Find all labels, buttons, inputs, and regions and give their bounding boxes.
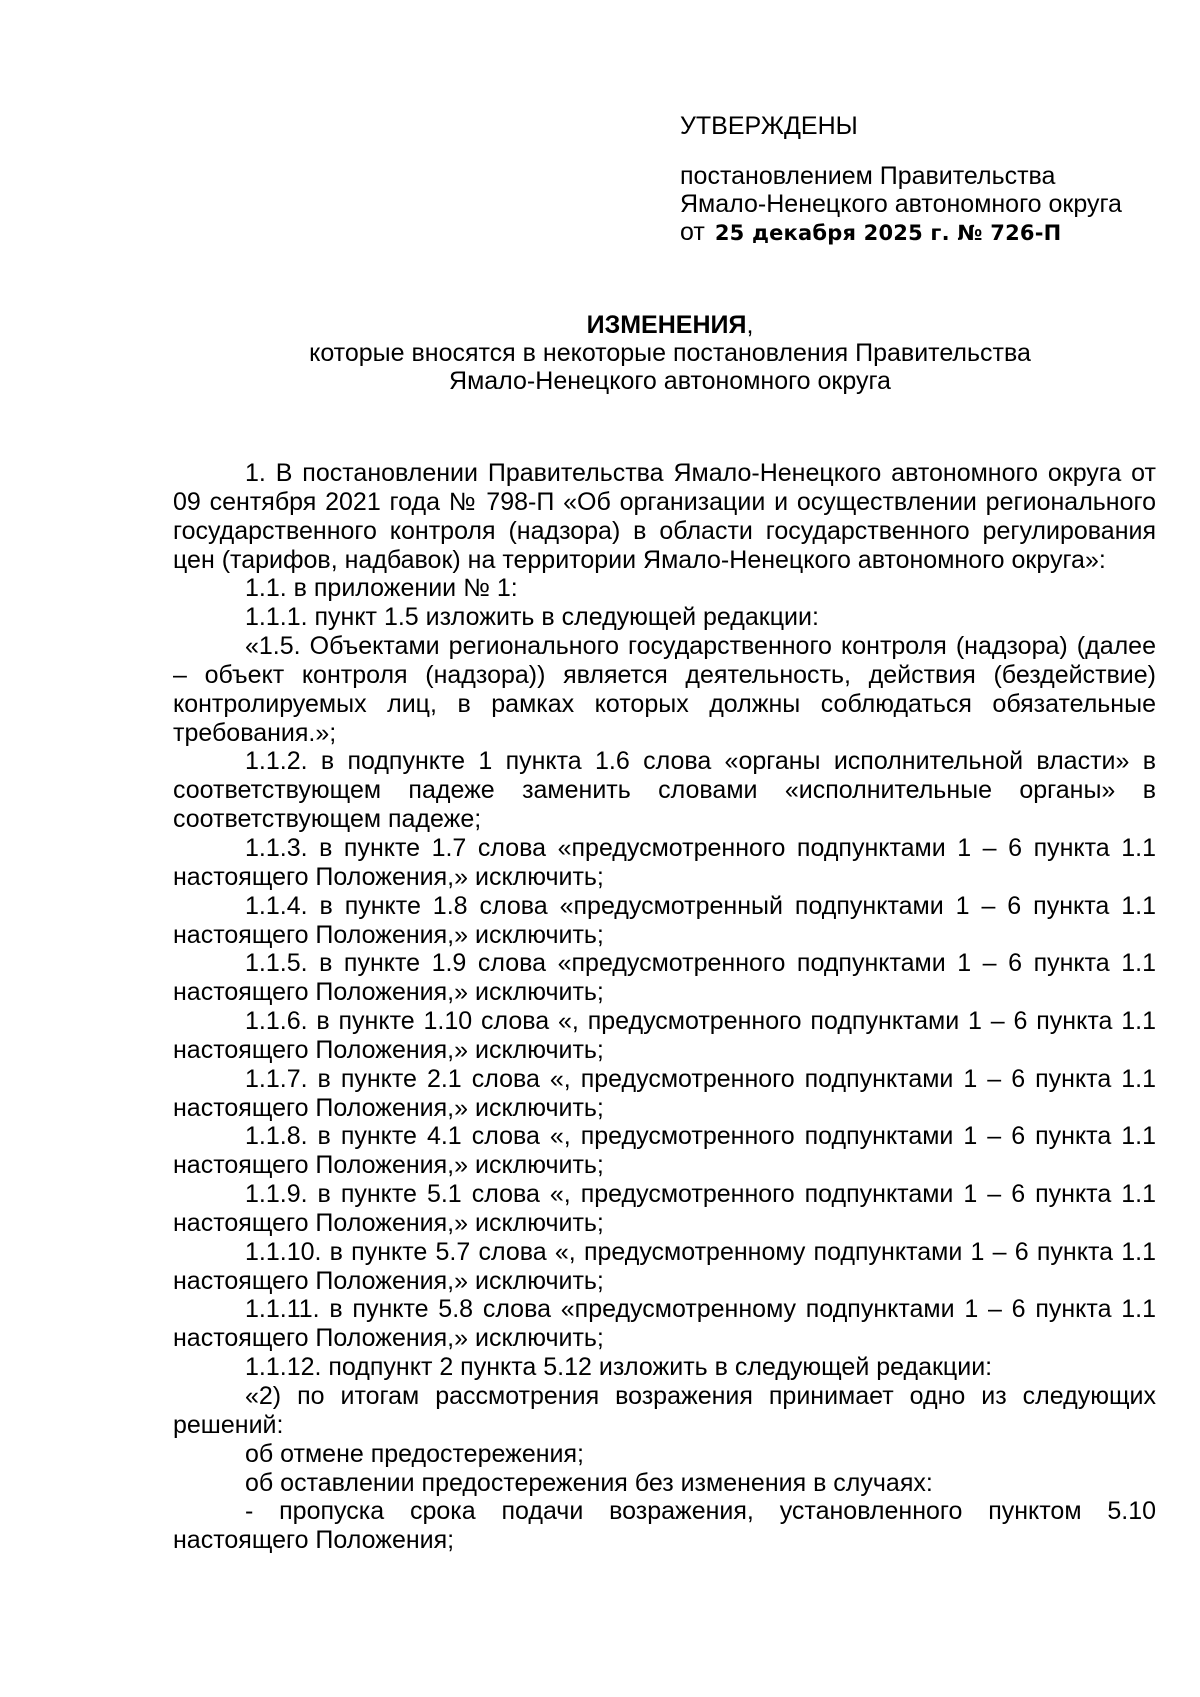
approval-title: УТВЕРЖДЕНЫ — [680, 112, 858, 140]
approval-line-2: Ямало-Ненецкого автономного округа — [680, 190, 1122, 218]
paragraph: об оставлении предостережения без изменения в случаях: — [245, 1468, 933, 1497]
document-heading — [170, 311, 1170, 395]
paragraph: 1.1.10. в пункте 5.7 слова «, предусмотренному подпунктами 1 – 6 пункта 1.1 настоящего Положения,» исключить; — [173, 1237, 1156, 1295]
paragraph: 1.1. в приложении № 1: — [245, 574, 518, 603]
approval-line-1: постановлением Правительства — [680, 162, 1056, 190]
paragraph: 1.1.6. в пункте 1.10 слова «, предусмотренного подпунктами 1 – 6 пункта 1.1 настоящего Положения,» исключить; — [173, 1007, 1156, 1064]
paragraph: 1.1.9. в пункте 5.1 слова «, предусмотренного подпунктами 1 – 6 пункта 1.1 настоящего Положения,» исключить; — [173, 1180, 1156, 1237]
paragraph: 1.1.7. в пункте 2.1 слова «, предусмотренного подпунктами 1 – 6 пункта 1.1 настоящего Положения,» исключить; — [173, 1064, 1156, 1122]
paragraph: 1.1.11. в пункте 5.8 слова «предусмотренному подпунктами 1 – 6 пункта 1.1 настоящего Положения,» исключить; — [173, 1295, 1156, 1353]
heading-line-1: которые вносятся в некоторые постановления Правительства — [309, 339, 1031, 367]
paragraph: 1.1.4. в пункте 1.8 слова «предусмотренный подпунктами 1 – 6 пункта 1.1 настоящего Положения,» исключить; — [173, 891, 1156, 949]
approval-date-stamp: 25 декабря 2025 г. № 726-П — [714, 221, 1062, 245]
paragraph: 1.1.12. подпункт 2 пункта 5.12 изложить в следующей редакции: — [245, 1353, 993, 1382]
paragraph: 1.1.2. в подпункте 1 пункта 1.6 слова «органы исполнительной власти» в соответствующем падеже заменить словами «исполнительные органы» в соответствующем падеже; — [173, 747, 1156, 834]
paragraph: 1.1.8. в пункте 4.1 слова «, предусмотренного подпунктами 1 – 6 пункта 1.1 настоящего Положения,» исключить; — [173, 1122, 1156, 1180]
paragraph: 1.1.1. пункт 1.5 изложить в следующей редакции: — [245, 603, 819, 632]
paragraph: - пропуска срока подачи возражения, установленного пунктом 5.10 настоящего Положения; — [173, 1497, 1156, 1555]
heading-title-suffix: , — [746, 311, 754, 339]
paragraph: 1.1.3. в пункте 1.7 слова «предусмотренного подпунктами 1 – 6 пункта 1.1 настоящего Положения,» исключить; — [173, 833, 1156, 891]
approval-date-prefix: от — [680, 218, 705, 246]
heading-title-line — [170, 311, 1170, 339]
paragraph: «1.5. Объектами регионального государственного контроля (надзора) (далее – объект контроля (надзора)) является деятельность, действия (бездействие) контролируемых лиц, в рамках которых должны соблюдаться обязательные требования.»; — [173, 632, 1156, 747]
paragraph: 1. В постановлении Правительства Ямало-Ненецкого автономного округа от 09 сентября 2021 года № 798-П «Об организации и осуществлении регионального государственного контроля (надзора) в области государственного регулирования цен (тарифов, надбавок) на территории Ямало-Ненецкого автономного округа»: — [173, 459, 1156, 574]
paragraph: 1.1.5. в пункте 1.9 слова «предусмотренного подпунктами 1 – 6 пункта 1.1 настоящего Положения,» исключить; — [173, 949, 1156, 1007]
approval-block — [680, 112, 1160, 247]
heading-line-2: Ямало-Ненецкого автономного округа — [449, 367, 891, 395]
paragraph: об отмене предостережения; — [245, 1439, 584, 1468]
document-body — [173, 459, 1156, 1555]
heading-title: ИЗМЕНЕНИЯ — [586, 311, 747, 339]
paragraph: «2) по итогам рассмотрения возражения принимает одно из следующих решений: — [173, 1382, 1156, 1439]
approval-date-line — [680, 218, 1160, 247]
